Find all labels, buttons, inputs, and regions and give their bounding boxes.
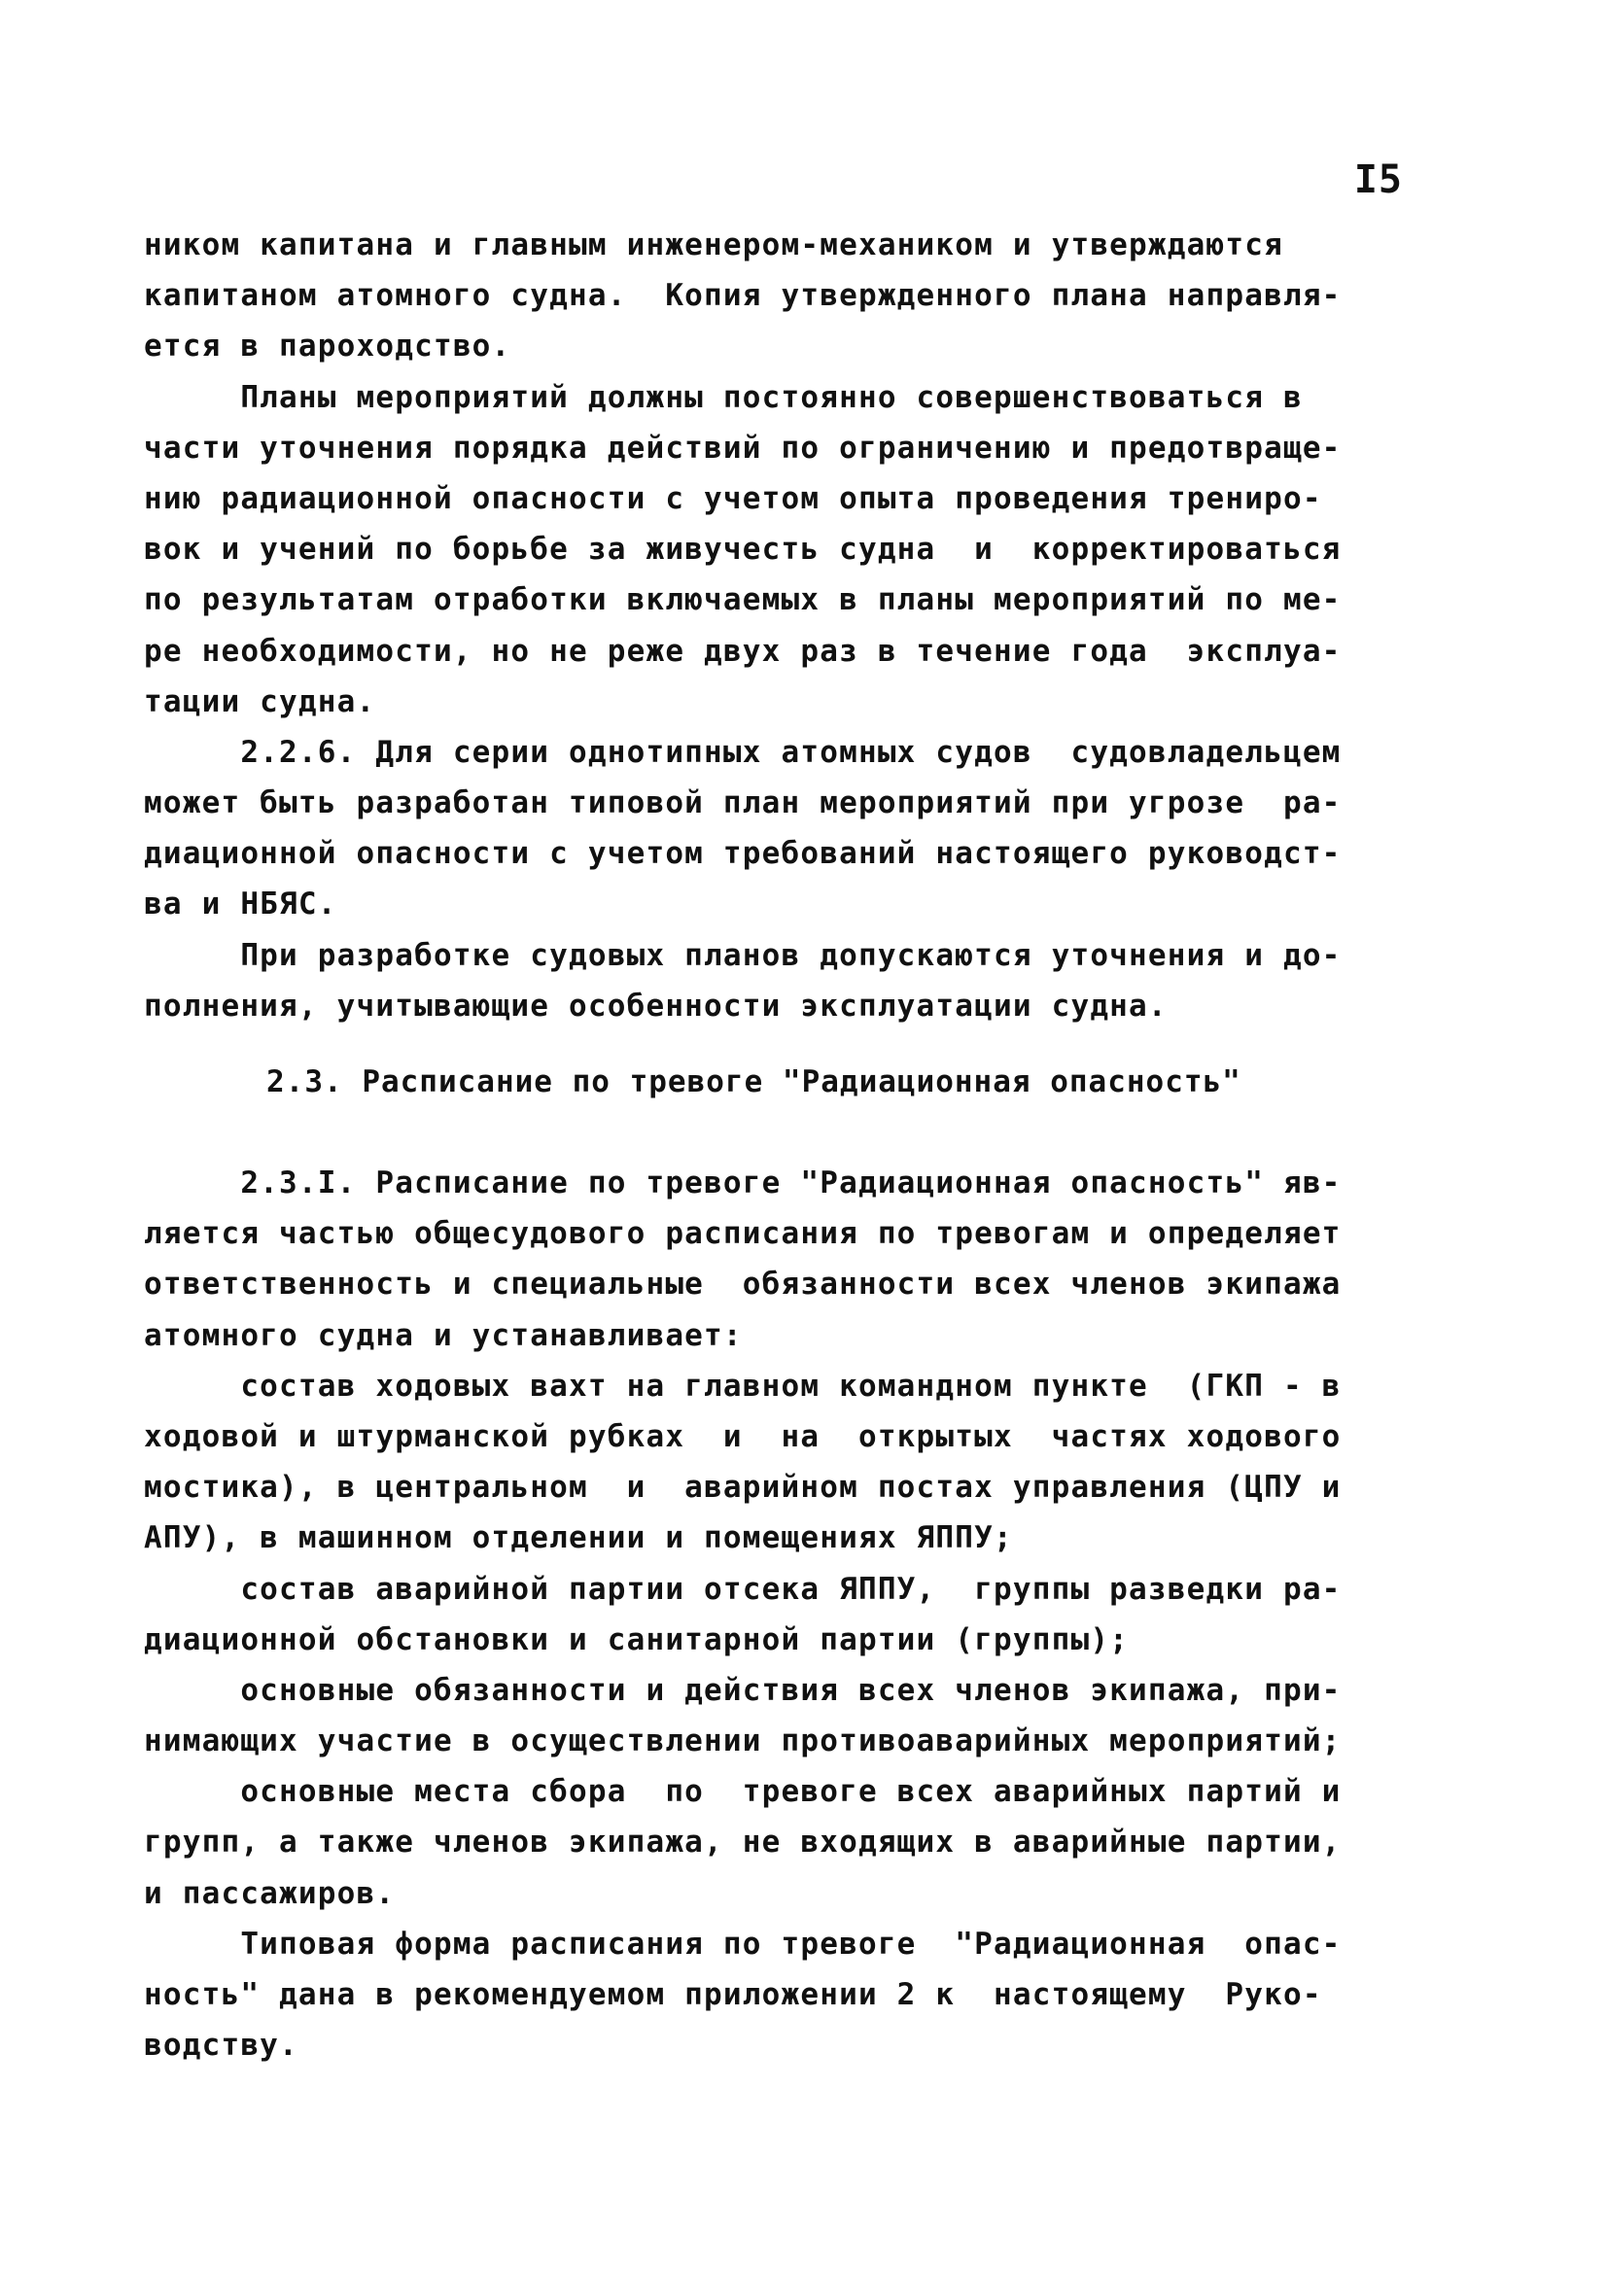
text-line: основные места сбора по тревоге всех аварийных партий и	[144, 1774, 1342, 1810]
page-number: I5	[1353, 157, 1403, 202]
spacer	[144, 1132, 1417, 1158]
text-line: части уточнения порядка действий по ограничению и предотвраще-	[144, 430, 1342, 466]
text-line: При разработке судовых планов допускаются уточнения и до-	[144, 937, 1342, 973]
text-line: нию радиационной опасности с учетом опыта проведения трениро-	[144, 480, 1322, 516]
text-line: и пассажиров.	[144, 1875, 396, 1911]
text-line: атомного судна и устанавливает:	[144, 1317, 743, 1353]
text-line: мостика), в центральном и аварийном постах управления (ЦПУ и	[144, 1470, 1342, 1506]
section-heading: 2.3. Расписание по тревоге "Радиационная опасность"	[266, 1064, 1241, 1099]
text-line: ляется частью общесудового расписания по тревогам и определяет	[144, 1216, 1342, 1252]
text-line: состав аварийной партии отсека ЯППУ, группы разведки ра-	[144, 1571, 1342, 1607]
text-line: ва и НБЯС.	[144, 887, 337, 922]
text-line: капитаном атомного судна. Копия утвержденного плана направля-	[144, 278, 1342, 314]
text-line: ре необходимости, но не реже двух раз в течение года эксплуа-	[144, 633, 1342, 669]
text-line: 2.2.6. Для серии однотипных атомных судов судовладельцем	[144, 734, 1342, 770]
text-line: по результатам отработки включаемых в планы мероприятий по ме-	[144, 582, 1342, 618]
text-line: Типовая форма расписания по тревоге "Радиационная опас-	[144, 1926, 1342, 1962]
text-line: Планы мероприятий должны постоянно совершенствоваться в	[144, 379, 1303, 415]
text-line: нимающих участие в осуществлении противоаварийных мероприятий;	[144, 1723, 1342, 1759]
text-line: состав ходовых вахт на главном командном пункте (ГКП - в	[144, 1368, 1342, 1404]
text-line: может быть разработан типовой план мероприятий при угрозе ра-	[144, 785, 1342, 821]
text-line: диационной опасности с учетом требований настоящего руководст-	[144, 836, 1342, 872]
text-line: диационной обстановки и санитарной партии (группы);	[144, 1621, 1130, 1657]
text-line: 2.3.I. Расписание по тревоге "Радиационная опасность" яв-	[144, 1165, 1342, 1200]
text-line: ность" дана в рекомендуемом приложении 2 к настоящему Руко-	[144, 1977, 1322, 2012]
text-line: полнения, учитывающие особенности эксплуатации судна.	[144, 988, 1168, 1024]
text-line: водству.	[144, 2028, 298, 2064]
text-line: ответственность и специальные обязанности всех членов экипажа	[144, 1267, 1342, 1303]
text-line: ходовой и штурманской рубках и на открытых частях ходового	[144, 1418, 1342, 1454]
text-line: вок и учений по борьбе за живучесть судна и корректироваться	[144, 532, 1342, 568]
text-line: тации судна.	[144, 683, 376, 719]
text-line: групп, а также членов экипажа, не входящих в аварийные партии,	[144, 1825, 1342, 1861]
text-line: АПУ), в машинном отделении и помещениях ЯППУ;	[144, 1520, 1013, 1556]
spacer	[144, 1031, 1417, 1057]
text-line: ется в пароходство.	[144, 329, 511, 365]
spacer	[144, 1107, 1417, 1132]
text-line: ником капитана и главным инженером-механиком и утверждаются	[144, 227, 1283, 262]
body-text	[144, 220, 1417, 2070]
text-line: основные обязанности и действия всех членов экипажа, при-	[144, 1672, 1342, 1708]
